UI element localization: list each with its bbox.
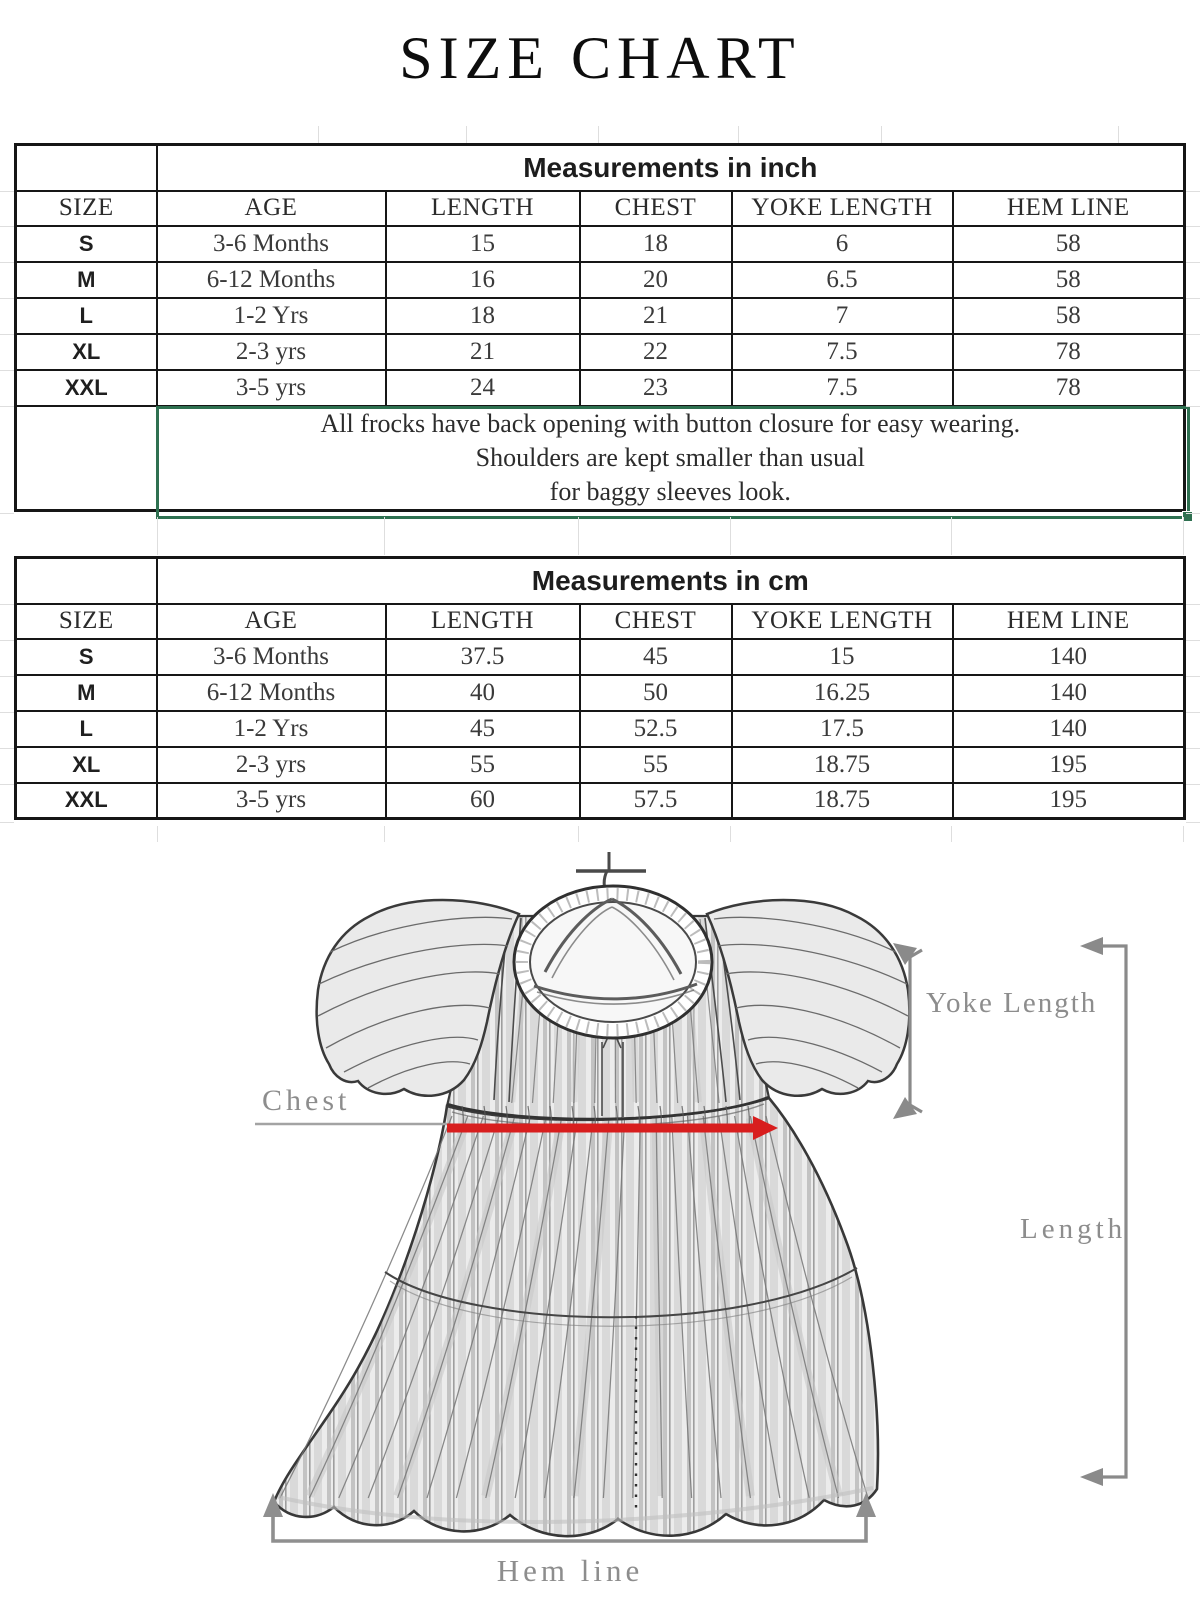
yoke-cell: 6 — [732, 226, 953, 262]
length-cell: 21 — [386, 334, 580, 370]
chest-label: Chest — [262, 1084, 351, 1117]
col-header-length: LENGTH — [386, 191, 580, 226]
corner-empty-cell — [16, 145, 157, 191]
table-row — [16, 711, 1185, 747]
length-cell: 24 — [386, 370, 580, 406]
hem-cell: 140 — [953, 675, 1185, 711]
col-header-hem: HEM LINE — [953, 604, 1185, 639]
length-cell: 18 — [386, 298, 580, 334]
chest-cell: 45 — [580, 639, 732, 675]
yoke-cell: 16.25 — [732, 675, 953, 711]
hem-cell: 195 — [953, 783, 1185, 819]
size-cell: XL — [16, 334, 157, 370]
hem-cell: 58 — [953, 226, 1185, 262]
age-cell: 2-3 yrs — [157, 334, 386, 370]
age-cell: 6-12 Months — [157, 262, 386, 298]
col-header-age: AGE — [157, 604, 386, 639]
yoke-cell: 18.75 — [732, 747, 953, 783]
corner-empty-cell — [16, 558, 157, 604]
length-label: Length — [1020, 1213, 1127, 1245]
table-row — [16, 783, 1185, 819]
chest-cell: 20 — [580, 262, 732, 298]
hem-cell: 58 — [953, 262, 1185, 298]
note-line: Shoulders are kept smaller than usual — [475, 442, 865, 472]
chest-cell: 50 — [580, 675, 732, 711]
size-cell: L — [16, 298, 157, 334]
hem-cell: 78 — [953, 370, 1185, 406]
table-row — [16, 226, 1185, 262]
age-cell: 3-5 yrs — [157, 783, 386, 819]
size-cell: S — [16, 226, 157, 262]
column-header-row — [16, 191, 1185, 226]
col-header-size: SIZE — [16, 604, 157, 639]
size-cell: M — [16, 675, 157, 711]
table-row — [16, 334, 1185, 370]
hem-cell: 140 — [953, 639, 1185, 675]
col-header-chest: CHEST — [580, 191, 732, 226]
length-cell: 37.5 — [386, 639, 580, 675]
size-cell: M — [16, 262, 157, 298]
chest-cell: 21 — [580, 298, 732, 334]
yoke-cell: 7.5 — [732, 370, 953, 406]
col-header-chest: CHEST — [580, 604, 732, 639]
age-cell: 3-5 yrs — [157, 370, 386, 406]
size-cell: S — [16, 639, 157, 675]
col-header-size: SIZE — [16, 191, 157, 226]
length-bracket — [1080, 937, 1126, 1486]
table-row — [16, 370, 1185, 406]
length-cell: 40 — [386, 675, 580, 711]
table-row — [16, 747, 1185, 783]
note-line: All frocks have back opening with button closure for easy wearing. — [320, 408, 1021, 438]
table-title-cm: Measurements in cm — [157, 558, 1185, 604]
length-cell: 45 — [386, 711, 580, 747]
col-header-yoke: YOKE LENGTH — [732, 604, 953, 639]
hem-line-label: Hem line — [496, 1553, 644, 1588]
hem-cell: 195 — [953, 747, 1185, 783]
yoke-cell: 7.5 — [732, 334, 953, 370]
length-cell: 55 — [386, 747, 580, 783]
chest-cell: 55 — [580, 747, 732, 783]
yoke-cell: 6.5 — [732, 262, 953, 298]
column-header-row — [16, 604, 1185, 639]
hem-cell: 78 — [953, 334, 1185, 370]
chest-cell: 22 — [580, 334, 732, 370]
age-cell: 2-3 yrs — [157, 747, 386, 783]
note-cell — [157, 406, 1185, 511]
note-left-empty-cell — [16, 406, 157, 511]
col-header-yoke: YOKE LENGTH — [732, 191, 953, 226]
age-cell: 1-2 Yrs — [157, 298, 386, 334]
table-title-inch: Measurements in inch — [157, 145, 1185, 191]
page-title: SIZE CHART — [399, 25, 801, 91]
table-row — [16, 298, 1185, 334]
note-line: for baggy sleeves look. — [549, 476, 791, 506]
size-cell: XXL — [16, 370, 157, 406]
age-cell: 3-6 Months — [157, 226, 386, 262]
col-header-length: LENGTH — [386, 604, 580, 639]
yoke-cell: 18.75 — [732, 783, 953, 819]
chest-cell: 52.5 — [580, 711, 732, 747]
length-cell: 16 — [386, 262, 580, 298]
chest-cell: 23 — [580, 370, 732, 406]
measurements-inch-table — [14, 143, 1186, 512]
length-cell: 60 — [386, 783, 580, 819]
age-cell: 3-6 Months — [157, 639, 386, 675]
hem-cell: 140 — [953, 711, 1185, 747]
table-row — [16, 639, 1185, 675]
yoke-cell: 15 — [732, 639, 953, 675]
size-cell: XXL — [16, 783, 157, 819]
table-row — [16, 262, 1185, 298]
size-cell: L — [16, 711, 157, 747]
measurements-cm-table — [14, 556, 1186, 820]
chest-cell: 18 — [580, 226, 732, 262]
yoke-cell: 17.5 — [732, 711, 953, 747]
length-cell: 15 — [386, 226, 580, 262]
note-row — [16, 406, 1185, 511]
size-cell: XL — [16, 747, 157, 783]
age-cell: 1-2 Yrs — [157, 711, 386, 747]
chest-cell: 57.5 — [580, 783, 732, 819]
table-row — [16, 675, 1185, 711]
frock-measurement-diagram — [0, 830, 1200, 1600]
col-header-age: AGE — [157, 191, 386, 226]
age-cell: 6-12 Months — [157, 675, 386, 711]
yoke-cell: 7 — [732, 298, 953, 334]
hem-cell: 58 — [953, 298, 1185, 334]
yoke-length-label: Yoke Length — [926, 987, 1098, 1019]
col-header-hem: HEM LINE — [953, 191, 1185, 226]
